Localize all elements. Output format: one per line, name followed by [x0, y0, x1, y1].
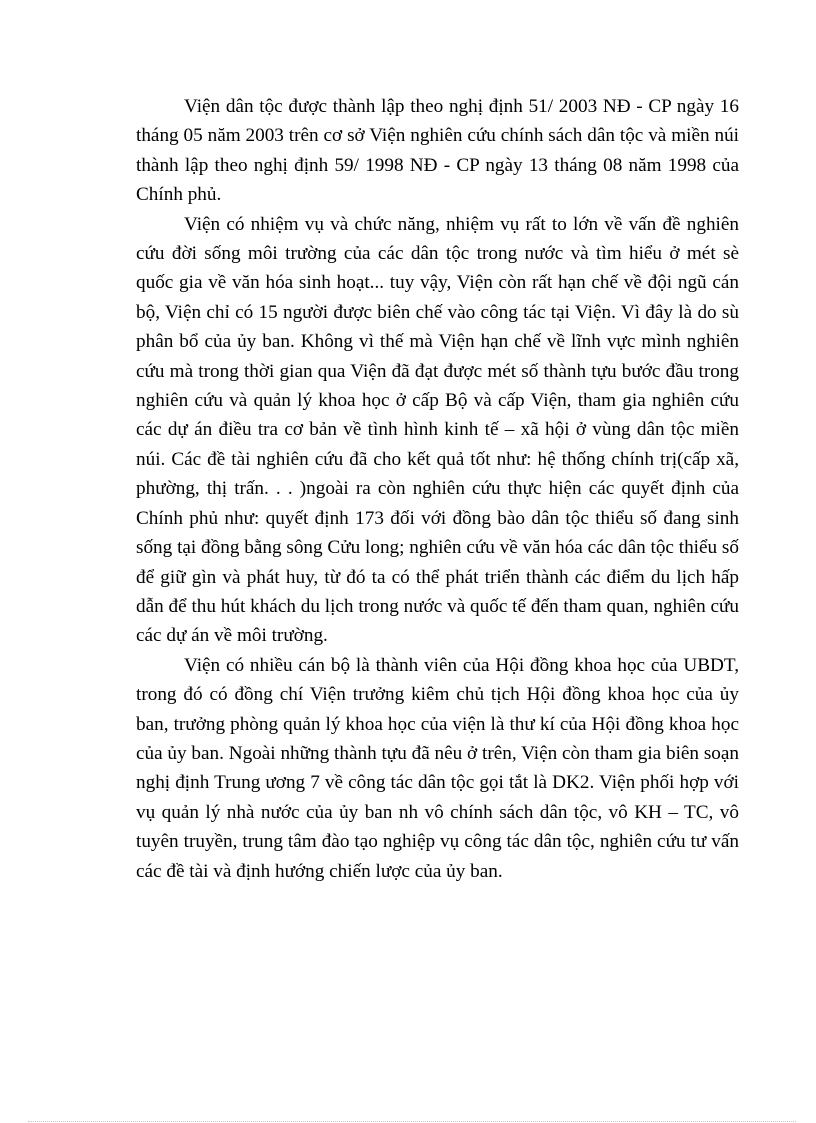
paragraph-1: Viện dân tộc được thành lập theo nghị định 51/ 2003 NĐ - CP ngày 16 tháng 05 năm 2003 trên cơ sở Viện nghiên cứu chính sách dân tộc và miền núi thành lập theo nghị định 59/ 1998 NĐ - CP ngày 13 tháng 08 năm 1998 của Chính phủ. — [136, 96, 739, 206]
body-text — [136, 92, 739, 886]
page-bottom-rule — [28, 1121, 796, 1122]
paragraph-3: Viện có nhiều cán bộ là thành viên của Hội đồng khoa học của UBDT, trong đó có đồng chí Viện trưởng kiêm chủ tịch Hội đồng khoa học của ủy ban, trưởng phòng quản lý khoa học của viện là thư kí của Hội đồng khoa học của ủy ban. Ngoài những thành tựu đã nêu ở trên, Viện còn tham gia biên soạn nghị định Trung ương 7 về công tác dân tộc gọi tắt là DK2. Viện phối hợp với vụ quản lý nhà nước của ủy ban nh vô chính sách dân tộc, vô KH – TC, vô tuyên truyền, trung tâm đào tạo nghiệp vụ công tác dân tộc, nghiên cứu tư vấn các đề tài và định hướng chiến lược của ủy ban. — [136, 654, 739, 882]
paragraph-2: Viện có nhiệm vụ và chức năng, nhiệm vụ rất to lớn về vấn đề nghiên cứu đời sống môi trường của các dân tộc trong nước và tìm hiểu ở mét sè quốc gia về văn hóa sinh hoạt... tuy vậy, Viện còn rất hạn chế về đội ngũ cán bộ, Viện chỉ có 15 người được biên chế vào công tác tại Viện. Vì đây là do sù phân bổ của ủy ban. Không vì thế mà Viện hạn chế về lĩnh vực mình nghiên cứu mà trong thời gian qua Viện đã đạt được mét số thành tựu bước đầu trong nghiên cứu và quản lý khoa học ở cấp Bộ và cấp Viện, tham gia nghiên cứu các dự án điều tra cơ bản về tình hình kinh tế – xã hội ở vùng dân tộc miền núi. Các đề tài nghiên cứu đã cho kết quả tốt như: hệ thống chính trị(cấp xã, phường, thị trấn. . . )ngoài ra còn nghiên cứu thực hiện các quyết định của Chính phủ như: quyết định 173 đối với đồng bào dân tộc thiểu số đang sinh sống tại đồng bằng sông Cửu long; nghiên cứu về văn hóa các dân tộc thiểu số để giữ gìn và phát huy, từ đó ta có thể phát triển thành các điểm du lịch hấp dẫn để thu hút khách du lịch trong nước và quốc tế đến tham quan, nghiên cứu các dự án về môi trường. — [136, 213, 739, 647]
